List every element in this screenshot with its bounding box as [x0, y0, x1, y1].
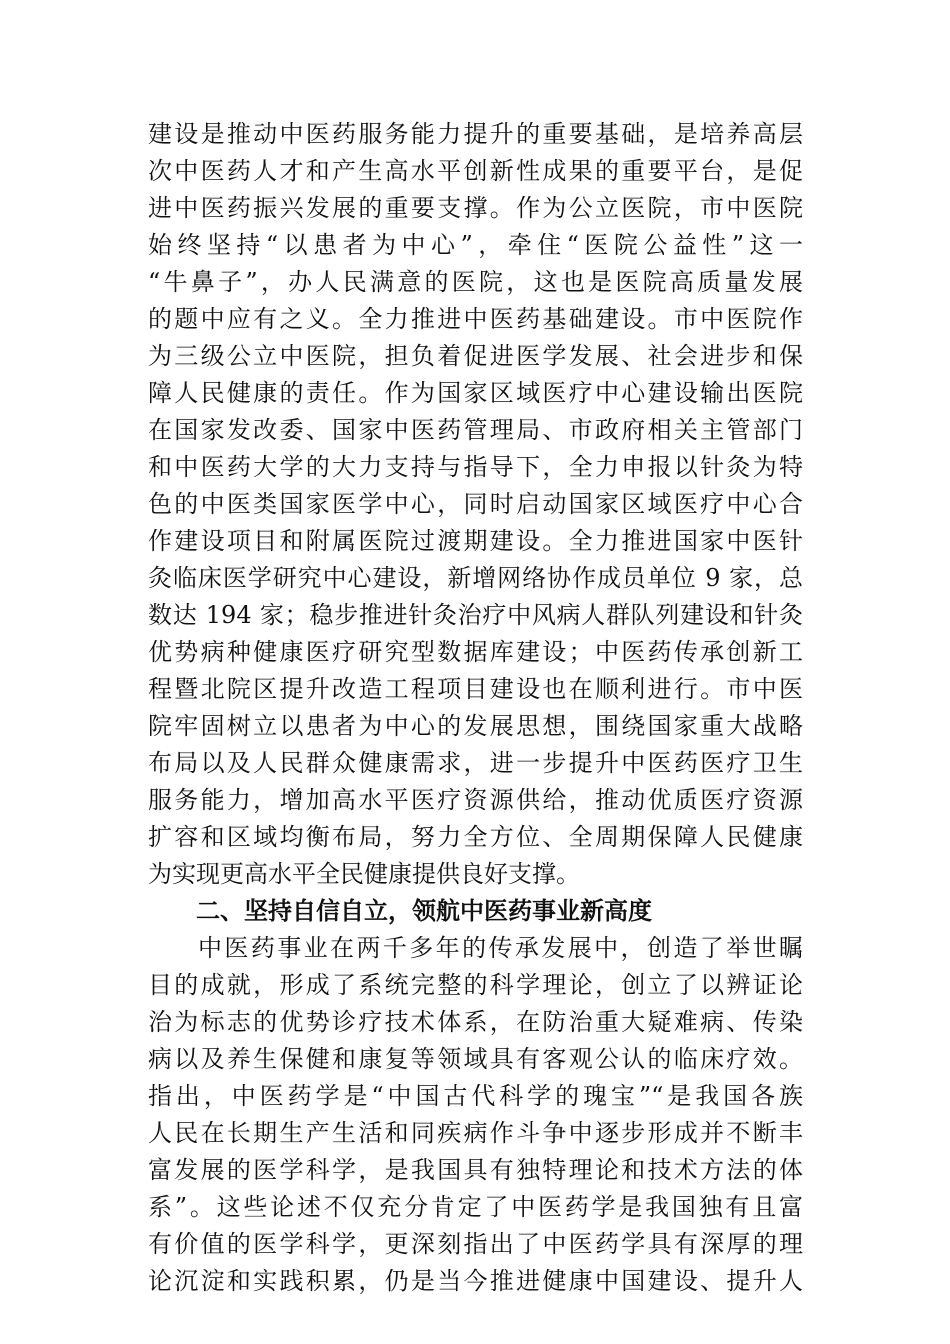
paragraph1-line-17: 院牢固树立以患者为中心的发展思想，围绕国家重大战略	[148, 712, 803, 740]
paragraph1-line-16: 程暨北院区提升改造工程项目建设也在顺利进行。市中医	[148, 675, 803, 703]
paragraph2-line-10: 论沉淀和实践积累，仍是当今推进健康中国建设、提升人	[148, 1267, 803, 1295]
paragraph1-line-19: 服务能力，增加高水平医疗资源供给，推动优质医疗资源	[148, 786, 803, 814]
paragraph1-line-13: 灸临床医学研究中心建设，新增网络协作成员单位 9 家，总	[148, 564, 803, 592]
paragraph2-line-2: 目的成就，形成了系统完整的科学理论，创立了以辨证论	[148, 971, 803, 999]
paragraph1-line-4: 始终坚持“以患者为中心”，牵住“医院公益性”这一	[148, 231, 803, 259]
paragraph1-line-9: 在国家发改委、国家中医药管理局、市政府相关主管部门	[148, 416, 803, 444]
paragraph2-line-4: 病以及养生保健和康复等领域具有客观公认的临床疗效。	[148, 1045, 803, 1073]
section-heading: 二、坚持自信自立，领航中医药事业新高度	[196, 897, 652, 925]
paragraph1-line-14: 数达 194 家；稳步推进针灸治疗中风病人群队列建设和针灸	[148, 601, 803, 629]
paragraph2-line-1: 中医药事业在两千多年的传承发展中，创造了举世瞩	[198, 934, 803, 962]
paragraph1-line-3: 进中医药振兴发展的重要支撑。作为公立医院，市中医院	[148, 194, 803, 222]
paragraph2-line-3: 治为标志的优势诊疗技术体系，在防治重大疑难病、传染	[148, 1008, 803, 1036]
paragraph2-line-9: 有价值的医学科学，更深刻指出了中医药学具有深厚的理	[148, 1230, 803, 1258]
paragraph1-line-2: 次中医药人才和产生高水平创新性成果的重要平台，是促	[148, 157, 803, 185]
paragraph1-line-1: 建设是推动中医药服务能力提升的重要基础，是培养高层	[148, 120, 803, 148]
paragraph2-line-7: 富发展的医学科学，是我国具有独特理论和技术方法的体	[148, 1156, 803, 1184]
paragraph1-line-7: 为三级公立中医院，担负着促进医学发展、社会进步和保	[148, 342, 803, 370]
paragraph1-line-15: 优势病种健康医疗研究型数据库建设；中医药传承创新工	[148, 638, 803, 666]
paragraph1-line-8: 障人民健康的责任。作为国家区域医疗中心建设输出医院	[148, 379, 803, 407]
paragraph1-line-20: 扩容和区域均衡布局，努力全方位、全周期保障人民健康	[148, 823, 803, 851]
paragraph1-line-6: 的题中应有之义。全力推进中医药基础建设。市中医院作	[148, 305, 803, 333]
paragraph1-line-18: 布局以及人民群众健康需求，进一步提升中医药医疗卫生	[148, 749, 803, 777]
paragraph2-line-5: 指出，中医药学是“中国古代科学的瑰宝”“是我国各族	[148, 1082, 803, 1110]
paragraph1-line-12: 作建设项目和附属医院过渡期建设。全力推进国家中医针	[148, 527, 803, 555]
paragraph2-line-8: 系”。这些论述不仅充分肯定了中医药学是我国独有且富	[148, 1193, 803, 1221]
paragraph1-line-21: 为实现更高水平全民健康提供良好支撑。	[148, 860, 580, 888]
paragraph1-line-10: 和中医药大学的大力支持与指导下，全力申报以针灸为特	[148, 453, 803, 481]
paragraph1-line-11: 色的中医类国家医学中心，同时启动国家区域医疗中心合	[148, 490, 803, 518]
paragraph2-line-6: 人民在长期生产生活和同疾病作斗争中逐步形成并不断丰	[148, 1119, 803, 1147]
paragraph1-line-5: “牛鼻子”，办人民满意的医院，这也是医院高质量发展	[148, 268, 803, 296]
